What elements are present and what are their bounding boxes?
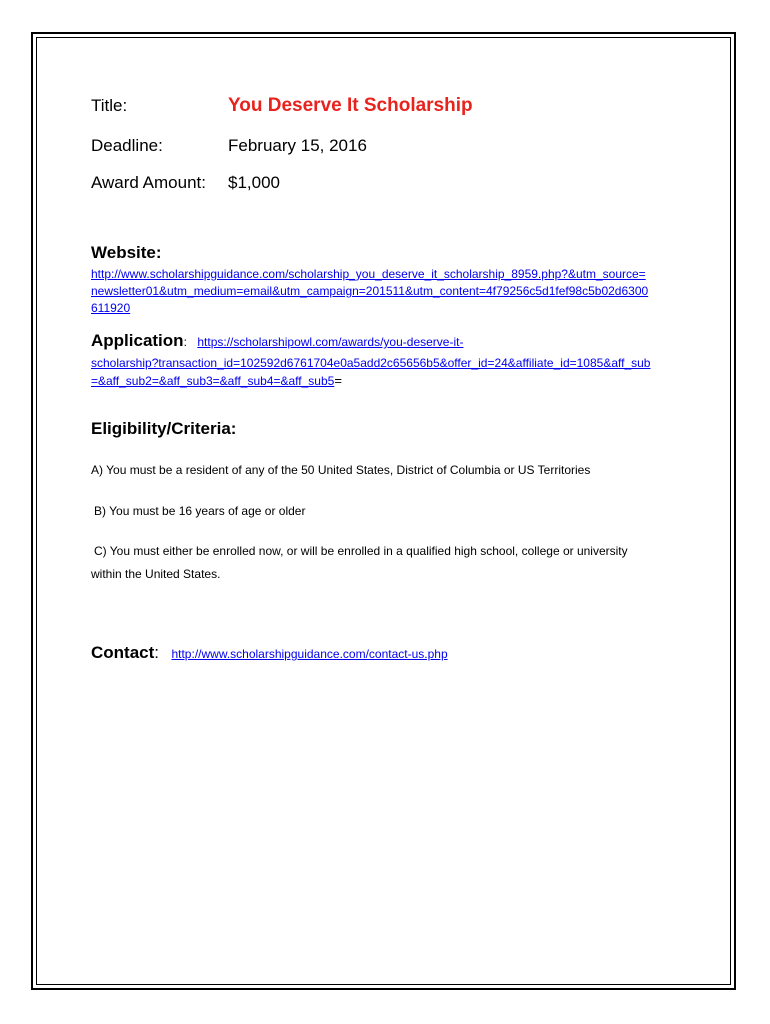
application-link[interactable] [91,355,691,390]
application-url-line[interactable]: scholarship?transaction_id=102592d6761704e0a5add2c65656b5&offer_id=24&affiliate_id=1085&aff_sub [91,356,651,370]
criteria-item: within the United States. [91,567,221,581]
contact-heading: Contact [91,643,155,662]
website-heading: Website: [91,243,162,262]
award-amount-label: Award Amount: [91,173,206,192]
criteria-item: A) You must be a resident of any of the 50 United States, District of Columbia or US Territories [91,463,591,477]
criteria-item: C) You must either be enrolled now, or will be enrolled in a qualified high school, college or university [94,544,628,558]
website-url-line[interactable]: http://www.scholarshipguidance.com/scholarship_you_deserve_it_scholarship_8959.php?&utm_source= [91,267,646,281]
contact-link[interactable]: http://www.scholarshipguidance.com/contact-us.php [171,647,448,661]
deadline-value: February 15, 2016 [228,136,367,155]
scholarship-title: You Deserve It Scholarship [228,95,473,116]
application-url-line[interactable]: =&aff_sub2=&aff_sub3=&aff_sub4=&aff_sub5 [91,374,335,388]
application-separator: : [183,335,187,349]
website-url-line[interactable]: 611920 [91,301,131,315]
title-label: Title: [91,96,128,115]
contact-separator: : [154,643,160,662]
contact-row [91,643,448,663]
website-url-line[interactable]: newsletter01&utm_medium=email&utm_campaign=201511&utm_content=4f79256c5d1fef98c5b02d6300 [91,284,649,298]
website-link[interactable] [91,266,691,317]
eligibility-heading: Eligibility/Criteria: [91,419,237,438]
application-trailing: = [334,373,342,388]
application-heading: Application [91,331,184,350]
award-amount-value: $1,000 [228,173,280,192]
application-row [91,331,463,351]
criteria-item: B) You must be 16 years of age or older [94,504,306,518]
application-url-line[interactable]: https://scholarshipowl.com/awards/you-deserve-it- [197,335,464,349]
deadline-label: Deadline: [91,136,163,155]
